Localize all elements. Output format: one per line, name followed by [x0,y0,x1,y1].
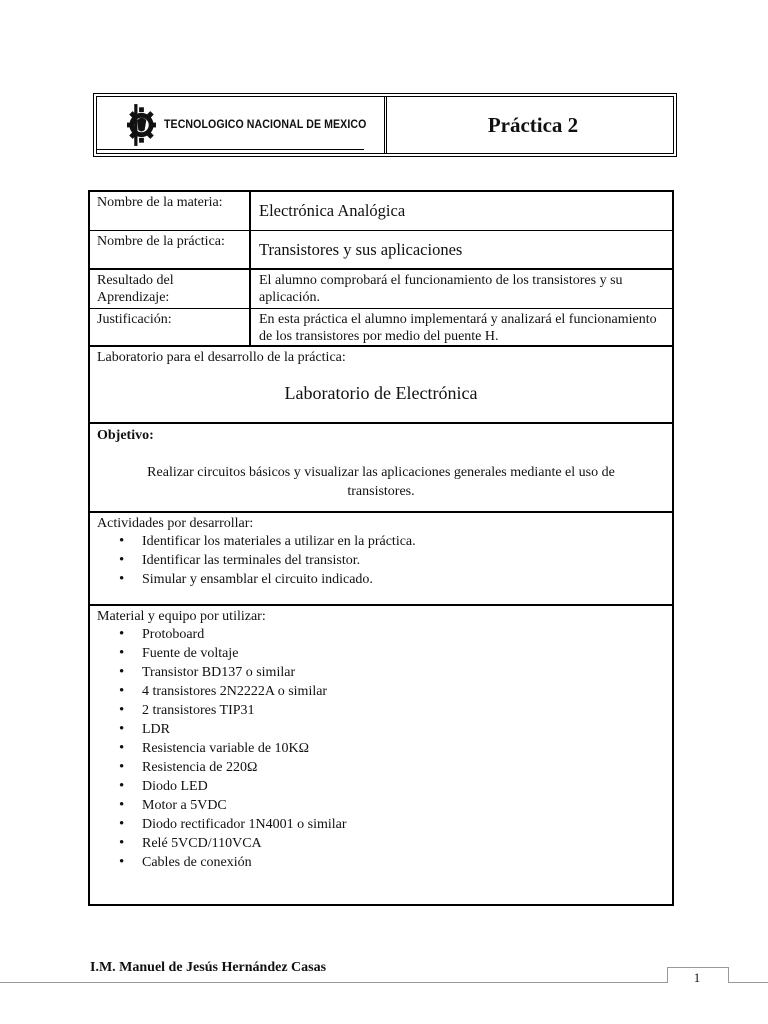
list-item: • Cables de conexión [142,853,665,872]
page-number: 1 [693,970,701,985]
list-item: • 2 transistores TIP31 [142,701,665,720]
logo-cell [97,97,387,153]
footer-author: I.M. Manuel de Jesús Hernández Casas [90,960,327,975]
list-item: • Diodo LED [142,777,665,796]
row-material [90,606,672,904]
objetivo-label: Objetivo: [97,428,154,443]
justificacion-label: Justificación: [90,309,251,345]
list-item: • Resistencia variable de 10KΩ [142,739,665,758]
actividades-list [97,532,665,589]
resultado-value: El alumno comprobará el funcionamiento de los transistores y su aplicación. [259,273,623,305]
materia-label: Nombre de la materia: [90,192,251,230]
list-item: • Motor a 5VDC [142,796,665,815]
list-item: • Resistencia de 220Ω [142,758,665,777]
laboratorio-label: Laboratorio para el desarrollo de la práctica: [97,350,346,365]
laboratorio-section [90,347,672,422]
row-practica [90,231,672,270]
list-item: • 4 transistores 2N2222A o similar [142,682,665,701]
practica-value: Transistores y sus aplicaciones [259,240,463,259]
list-item: • Relé 5VCD/110VCA [142,834,665,853]
row-justificacion [90,309,672,347]
resultado-label: Resultado del Aprendizaje: [90,270,251,308]
list-item: • Simular y ensamblar el circuito indicado. [142,570,665,589]
institution-name: TECNOLOGICO NACIONAL DE MEXICO [163,119,367,131]
materia-value: Electrónica Analógica [259,201,406,220]
list-item: • Protoboard [142,625,665,644]
objetivo-text: Realizar circuitos básicos y visualizar las aplicaciones generales mediante el uso de transistores. [147,465,615,499]
list-item: • Identificar los materiales a utilizar en la práctica. [142,532,665,551]
practice-info-table [88,190,674,906]
material-label: Material y equipo por utilizar: [97,609,266,624]
practica-label: Nombre de la práctica: [90,231,251,268]
row-objetivo [90,424,672,513]
tecnm-logo-icon [127,97,156,153]
justificacion-value: En esta práctica el alumno implementará y analizará el funcionamiento de los transistores por medio del puente H. [259,312,657,344]
practice-title: Práctica 2 [487,112,579,137]
actividades-section [90,513,672,604]
material-section [90,606,672,904]
footer-divider [0,982,768,983]
list-item: • Diodo rectificador 1N4001 o similar [142,815,665,834]
header-frame [96,96,674,154]
laboratorio-name: Laboratorio de Electrónica [284,383,478,403]
objetivo-section [90,424,672,511]
row-materia [90,192,672,231]
list-item: • LDR [142,720,665,739]
document-header [93,93,677,157]
material-list [97,625,665,872]
actividades-label: Actividades por desarrollar: [97,516,254,531]
list-item: • Transistor BD137 o similar [142,663,665,682]
list-item: • Identificar las terminales del transistor. [142,551,665,570]
list-item: • Fuente de voltaje [142,644,665,663]
row-laboratorio [90,347,672,424]
row-actividades [90,513,672,606]
row-resultado [90,270,672,309]
